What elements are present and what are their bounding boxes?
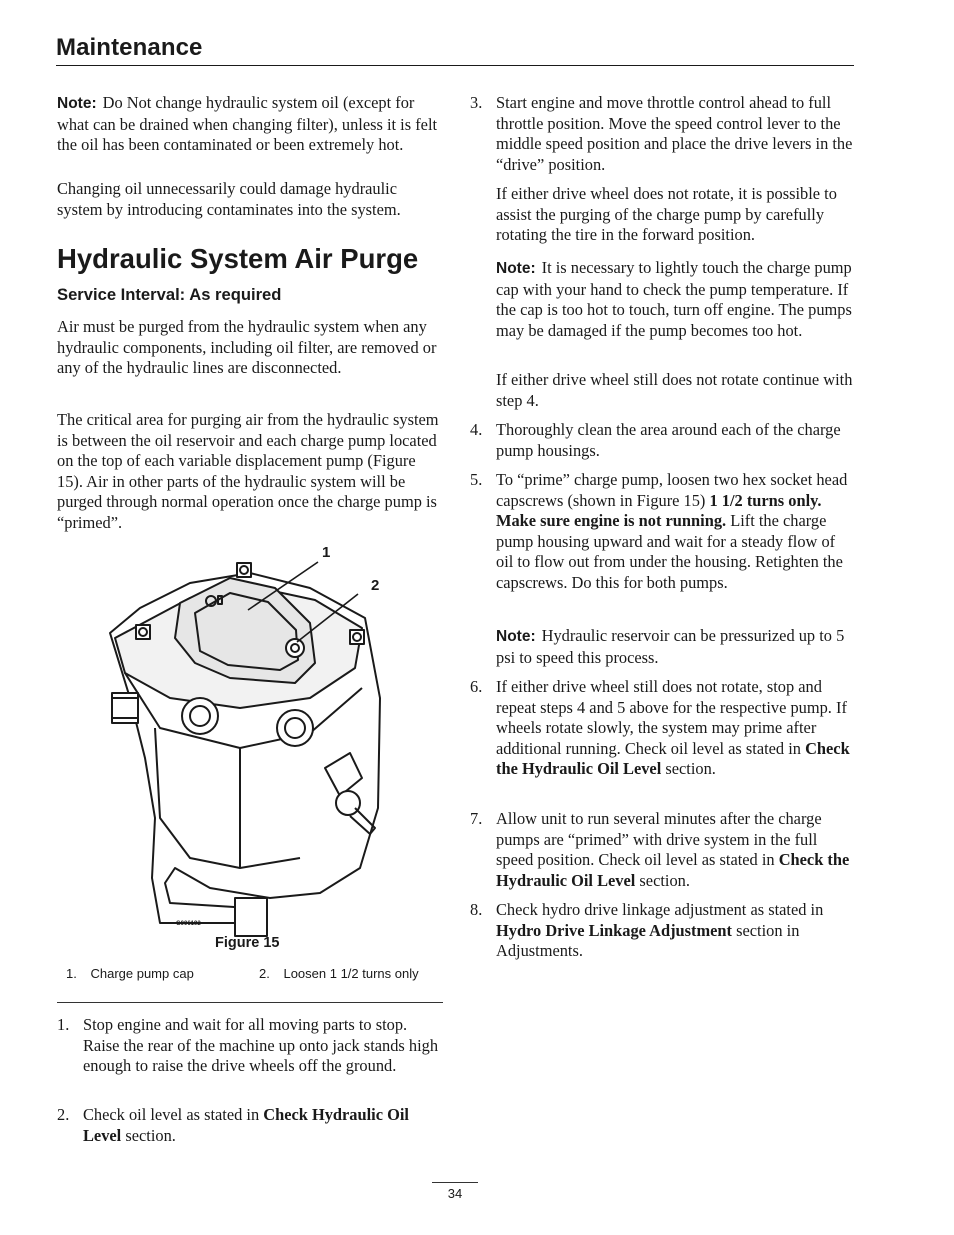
step-item bbox=[470, 900, 860, 964]
legend-text: Charge pump cap bbox=[90, 966, 194, 981]
step-text: Stop engine and wait for all moving parts to stop. Raise the rear of the machine up onto jack stands high enough to raise the drive wheels off the ground. bbox=[83, 1015, 439, 1075]
body-paragraph: The critical area for purging air from the hydraulic system is between the oil reservoir and each charge pump located on the top of each variable displacement pump (Figure 15). Air in other parts of the hydraulic system will be purged through normal operation once the charge pump is “primed”. bbox=[57, 410, 439, 532]
note-body: Hydraulic reservoir can be pressurized up to 5 psi to speed this process. bbox=[496, 626, 845, 667]
step-text bbox=[496, 470, 856, 593]
step-item bbox=[470, 809, 860, 893]
step-bold-reference: Check the Hydraulic Oil Level bbox=[496, 738, 850, 778]
step-text: Thoroughly clean the area around each of the charge pump housings. bbox=[496, 420, 841, 460]
step-number: 6. bbox=[470, 677, 483, 696]
step-number: 7. bbox=[470, 809, 483, 828]
step-text-part: Lift the charge pump housing upward and wait for a steady flow of oil to flow out from under the housing. Retighten the capscrews. Do this for both pumps. bbox=[496, 511, 843, 592]
body-paragraph: If either drive wheel still does not rotate continue with step 4. bbox=[496, 370, 853, 410]
note-paragraph bbox=[496, 258, 858, 341]
step-text-part: section. bbox=[635, 870, 690, 890]
step-text bbox=[83, 1105, 447, 1146]
note-label: Note: bbox=[496, 628, 536, 645]
figure-caption: Figure 15 bbox=[215, 935, 280, 951]
legend-item bbox=[66, 966, 194, 981]
page-number-rule bbox=[432, 1182, 478, 1183]
step-text-part: If either drive wheel still does not rotate, stop and repeat steps 4 and 5 above for the respective pump. If wheels rotate slowly, the system may prime after additional running. Check oil level as stated in bbox=[496, 677, 847, 758]
step-item bbox=[470, 470, 860, 615]
body-paragraph: Air must be purged from the hydraulic system when any hydraulic components, including oil filter, are removed or any of the hydraulic lines are disconnected. bbox=[57, 317, 437, 377]
step-text-part: Check oil level as stated in bbox=[83, 1105, 264, 1124]
step-bold-reference: Check Hydraulic Oil Level bbox=[83, 1105, 409, 1145]
step-bold-reference: Hydro Drive Linkage Adjustment bbox=[496, 920, 733, 940]
note-paragraph bbox=[496, 626, 858, 668]
legend-text: Loosen 1 1/2 turns only bbox=[283, 966, 419, 981]
step-text bbox=[496, 809, 858, 891]
page-header bbox=[56, 34, 854, 66]
step-number: 1. bbox=[57, 1015, 70, 1034]
page-number: 34 bbox=[447, 1186, 463, 1201]
charge-pump-illustration bbox=[100, 538, 440, 938]
pump-drawing bbox=[100, 538, 440, 938]
step-item bbox=[57, 1105, 443, 1147]
step-text-part: section. bbox=[661, 759, 716, 778]
step-number: 8. bbox=[470, 900, 483, 919]
service-interval: Service Interval: As required bbox=[57, 285, 282, 304]
step-number: 2. bbox=[57, 1105, 70, 1124]
note-body: Do Not change hydraulic system oil (except for what can be drained when changing filter), unless it is felt the oil has been contaminated or been extremely hot. bbox=[57, 93, 438, 154]
step-bold-warning: 1 1/2 turns only. Make sure engine is not running. bbox=[496, 490, 822, 530]
step-text-part: Check hydro drive linkage adjustment as stated in bbox=[496, 900, 824, 919]
step-text bbox=[496, 677, 852, 780]
step-text-part: To “prime” charge pump, loosen two hex socket head capscrews (shown in Figure 15) bbox=[496, 470, 848, 510]
step-number: 4. bbox=[470, 420, 483, 439]
legend-item bbox=[259, 966, 419, 981]
legend-number: 1. bbox=[66, 966, 77, 981]
step-item bbox=[470, 677, 860, 802]
step-text: Start engine and move throttle control ahead to full throttle position. Move the speed control lever to the middle speed position and place the drive levers in the “drive” position. bbox=[496, 93, 853, 174]
note-body: It is necessary to lightly touch the charge pump cap with your hand to check the pump temperature. If the cap is too hot to touch, turn off engine. The pumps may be damaged if the pump becomes too hot. bbox=[496, 258, 852, 340]
note-paragraph bbox=[57, 93, 443, 156]
section-title: Maintenance bbox=[56, 34, 203, 61]
step-text-part: Allow unit to run several minutes after the charge pumps are “primed” with drive system in the full speed position. Check oil level as stated in bbox=[496, 809, 822, 869]
step-item bbox=[470, 93, 860, 177]
figure-code: G006192 bbox=[176, 921, 201, 927]
step-text-part: section in Adjustments. bbox=[496, 920, 800, 960]
step-item bbox=[470, 420, 860, 462]
step-text-part: section. bbox=[121, 1125, 176, 1145]
note-label: Note: bbox=[496, 260, 536, 277]
callout-2: 2 bbox=[371, 577, 380, 594]
legend-number: 2. bbox=[259, 966, 270, 981]
step-bold-reference: Check the Hydraulic Oil Level bbox=[496, 850, 850, 890]
body-paragraph: Changing oil unnecessarily could damage hydraulic system by introducing contaminates into the system. bbox=[57, 179, 401, 219]
callout-1: 1 bbox=[322, 544, 331, 561]
step-item bbox=[57, 1015, 443, 1099]
body-paragraph: If either drive wheel does not rotate, it is possible to assist the purging of the charge pump by carefully rotating the tire in the forward position. bbox=[496, 184, 837, 244]
step-number: 5. bbox=[470, 470, 483, 489]
section-heading: Hydraulic System Air Purge bbox=[57, 243, 419, 274]
note-label: Note: bbox=[57, 95, 97, 112]
legend-divider bbox=[57, 1002, 443, 1003]
step-number: 3. bbox=[470, 93, 483, 112]
step-text bbox=[496, 900, 858, 962]
